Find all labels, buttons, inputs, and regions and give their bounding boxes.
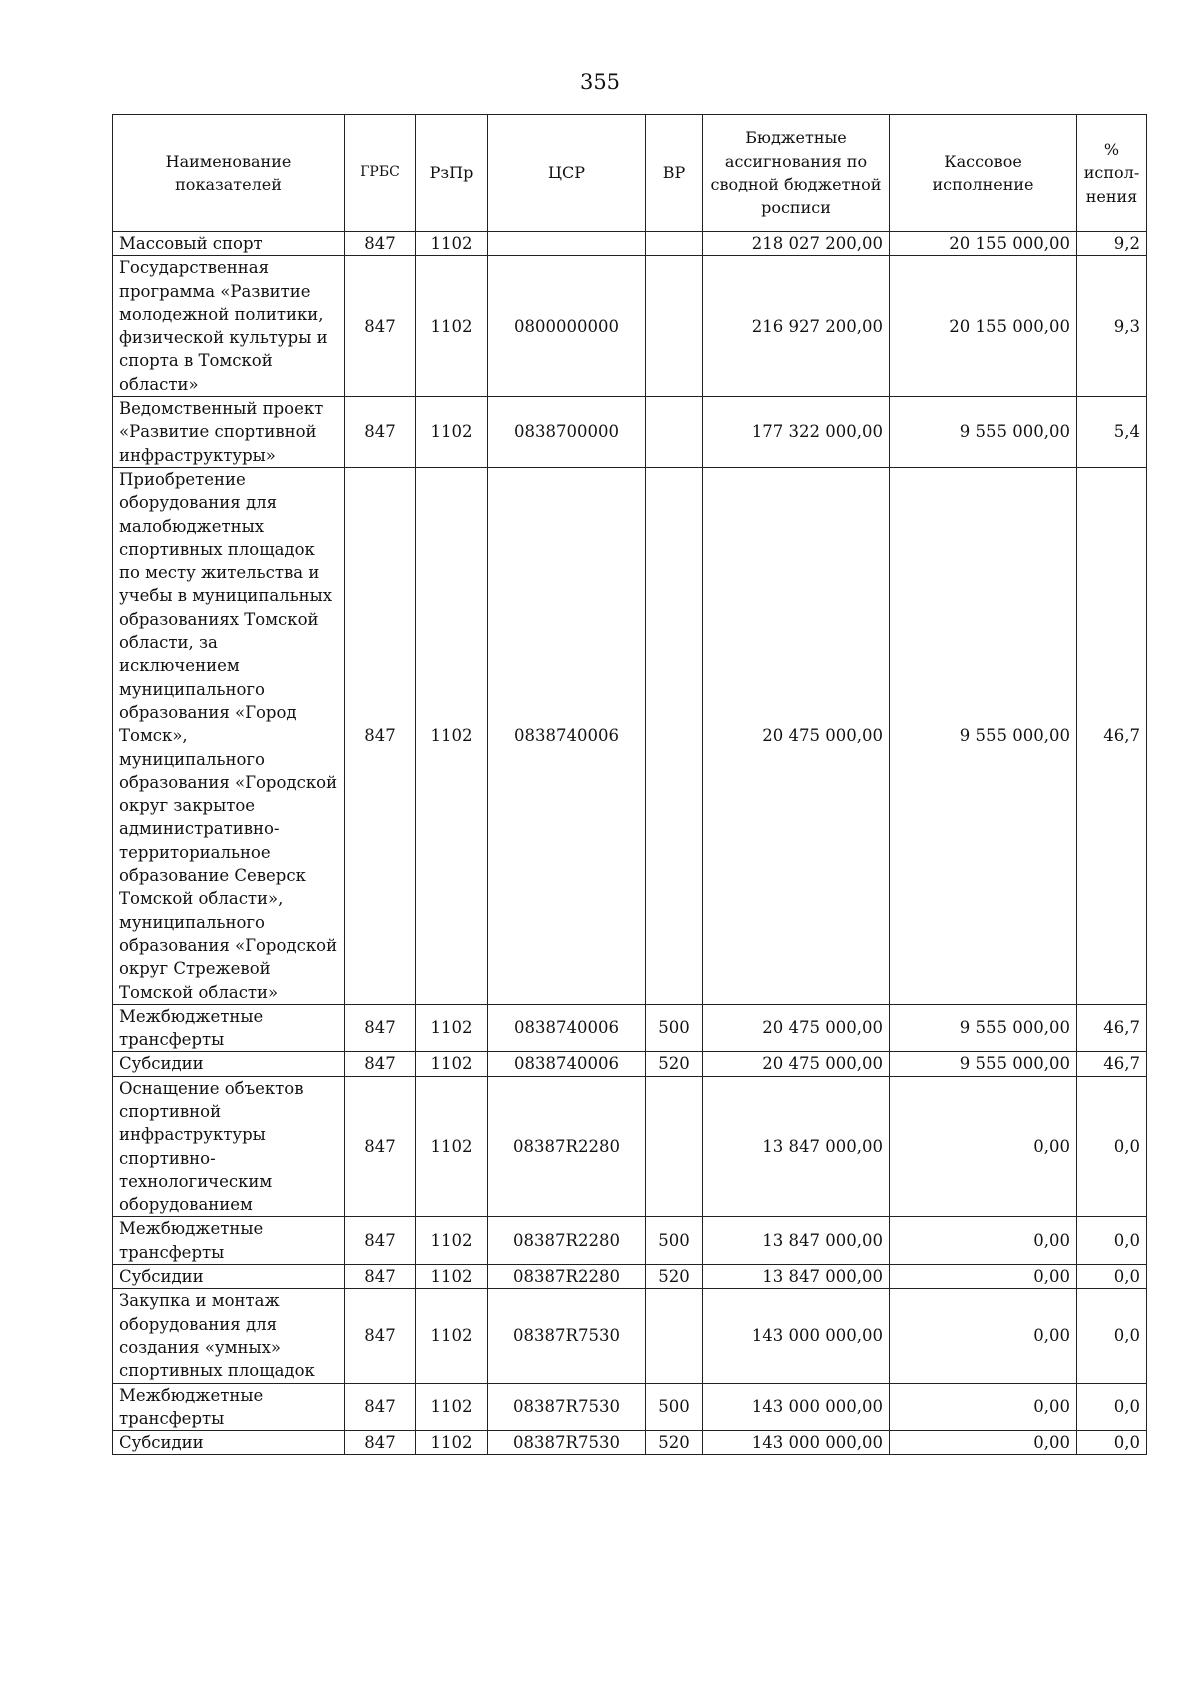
cell-grbs: 847 bbox=[345, 467, 416, 1004]
cell-assign: 13 847 000,00 bbox=[703, 1265, 890, 1289]
table-row bbox=[113, 397, 1147, 468]
cell-vr bbox=[646, 397, 703, 468]
table-row bbox=[113, 1217, 1147, 1265]
cell-csr: 08387R7530 bbox=[488, 1383, 646, 1431]
table-row bbox=[113, 1076, 1147, 1217]
cell-pct: 0,0 bbox=[1077, 1431, 1147, 1455]
table-row bbox=[113, 1004, 1147, 1052]
cell-grbs: 847 bbox=[345, 1052, 416, 1076]
cell-vr bbox=[646, 1076, 703, 1217]
table-row bbox=[113, 1265, 1147, 1289]
cell-exec: 0,00 bbox=[890, 1265, 1077, 1289]
cell-exec: 9 555 000,00 bbox=[890, 1052, 1077, 1076]
cell-exec: 9 555 000,00 bbox=[890, 467, 1077, 1004]
cell-vr: 520 bbox=[646, 1431, 703, 1455]
cell-vr bbox=[646, 256, 703, 397]
cell-vr bbox=[646, 232, 703, 256]
cell-csr: 0838740006 bbox=[488, 1052, 646, 1076]
cell-assign: 216 927 200,00 bbox=[703, 256, 890, 397]
cell-grbs: 847 bbox=[345, 256, 416, 397]
header-rzpr: РзПр bbox=[416, 115, 488, 232]
cell-pct: 9,3 bbox=[1077, 256, 1147, 397]
cell-pct: 0,0 bbox=[1077, 1289, 1147, 1383]
cell-pct: 0,0 bbox=[1077, 1076, 1147, 1217]
cell-rzpr: 1102 bbox=[416, 1431, 488, 1455]
table-row bbox=[113, 1289, 1147, 1383]
budget-table bbox=[112, 114, 1147, 1455]
header-assign: Бюджетные ассигнования по сводной бюджетной росписи bbox=[703, 115, 890, 232]
cell-grbs: 847 bbox=[345, 1004, 416, 1052]
table-row bbox=[113, 1383, 1147, 1431]
cell-assign: 177 322 000,00 bbox=[703, 397, 890, 468]
table-row bbox=[113, 256, 1147, 397]
cell-rzpr: 1102 bbox=[416, 1052, 488, 1076]
cell-name: Массовый спорт bbox=[113, 232, 345, 256]
cell-grbs: 847 bbox=[345, 1383, 416, 1431]
cell-rzpr: 1102 bbox=[416, 1217, 488, 1265]
cell-rzpr: 1102 bbox=[416, 1289, 488, 1383]
header-name: Наименование показателей bbox=[113, 115, 345, 232]
cell-assign: 20 475 000,00 bbox=[703, 1004, 890, 1052]
cell-vr: 500 bbox=[646, 1217, 703, 1265]
cell-vr: 520 bbox=[646, 1052, 703, 1076]
cell-exec: 0,00 bbox=[890, 1431, 1077, 1455]
cell-name: Ведомственный проект «Развитие спортивной инфраструктуры» bbox=[113, 397, 345, 468]
cell-grbs: 847 bbox=[345, 1076, 416, 1217]
cell-grbs: 847 bbox=[345, 1431, 416, 1455]
cell-grbs: 847 bbox=[345, 1265, 416, 1289]
header-exec: Кассовое исполнение bbox=[890, 115, 1077, 232]
cell-csr bbox=[488, 232, 646, 256]
cell-pct: 0,0 bbox=[1077, 1265, 1147, 1289]
cell-name: Оснащение объектов спортивной инфраструктуры спортивно-технологическим оборудованием bbox=[113, 1076, 345, 1217]
cell-rzpr: 1102 bbox=[416, 1076, 488, 1217]
cell-csr: 0800000000 bbox=[488, 256, 646, 397]
cell-csr: 0838740006 bbox=[488, 467, 646, 1004]
cell-name: Межбюджетные трансферты bbox=[113, 1383, 345, 1431]
cell-name: Межбюджетные трансферты bbox=[113, 1217, 345, 1265]
cell-csr: 08387R2280 bbox=[488, 1265, 646, 1289]
cell-pct: 46,7 bbox=[1077, 1004, 1147, 1052]
cell-rzpr: 1102 bbox=[416, 1265, 488, 1289]
cell-vr: 520 bbox=[646, 1265, 703, 1289]
cell-exec: 0,00 bbox=[890, 1076, 1077, 1217]
cell-exec: 20 155 000,00 bbox=[890, 232, 1077, 256]
cell-vr bbox=[646, 467, 703, 1004]
header-vr: ВР bbox=[646, 115, 703, 232]
cell-rzpr: 1102 bbox=[416, 397, 488, 468]
cell-vr: 500 bbox=[646, 1383, 703, 1431]
cell-assign: 143 000 000,00 bbox=[703, 1383, 890, 1431]
cell-grbs: 847 bbox=[345, 1217, 416, 1265]
cell-rzpr: 1102 bbox=[416, 467, 488, 1004]
cell-csr: 08387R2280 bbox=[488, 1076, 646, 1217]
cell-exec: 9 555 000,00 bbox=[890, 397, 1077, 468]
cell-rzpr: 1102 bbox=[416, 1383, 488, 1431]
cell-assign: 20 475 000,00 bbox=[703, 467, 890, 1004]
cell-csr: 08387R7530 bbox=[488, 1431, 646, 1455]
table-row bbox=[113, 1052, 1147, 1076]
cell-assign: 218 027 200,00 bbox=[703, 232, 890, 256]
cell-pct: 5,4 bbox=[1077, 397, 1147, 468]
header-csr: ЦСР bbox=[488, 115, 646, 232]
cell-name: Государственная программа «Развитие молодежной политики, физической культуры и спорта в Томской области» bbox=[113, 256, 345, 397]
cell-grbs: 847 bbox=[345, 1289, 416, 1383]
cell-exec: 9 555 000,00 bbox=[890, 1004, 1077, 1052]
table-header-row bbox=[113, 115, 1147, 232]
cell-grbs: 847 bbox=[345, 397, 416, 468]
cell-name: Субсидии bbox=[113, 1052, 345, 1076]
cell-exec: 0,00 bbox=[890, 1383, 1077, 1431]
cell-assign: 20 475 000,00 bbox=[703, 1052, 890, 1076]
cell-csr: 0838700000 bbox=[488, 397, 646, 468]
cell-exec: 20 155 000,00 bbox=[890, 256, 1077, 397]
table-row bbox=[113, 467, 1147, 1004]
cell-pct: 0,0 bbox=[1077, 1383, 1147, 1431]
cell-assign: 13 847 000,00 bbox=[703, 1076, 890, 1217]
cell-rzpr: 1102 bbox=[416, 1004, 488, 1052]
cell-csr: 08387R2280 bbox=[488, 1217, 646, 1265]
cell-assign: 143 000 000,00 bbox=[703, 1431, 890, 1455]
cell-name: Субсидии bbox=[113, 1265, 345, 1289]
cell-exec: 0,00 bbox=[890, 1217, 1077, 1265]
cell-exec: 0,00 bbox=[890, 1289, 1077, 1383]
cell-assign: 143 000 000,00 bbox=[703, 1289, 890, 1383]
cell-rzpr: 1102 bbox=[416, 256, 488, 397]
header-grbs: ГРБС bbox=[345, 115, 416, 232]
cell-name: Межбюджетные трансферты bbox=[113, 1004, 345, 1052]
cell-grbs: 847 bbox=[345, 232, 416, 256]
cell-pct: 0,0 bbox=[1077, 1217, 1147, 1265]
cell-pct: 46,7 bbox=[1077, 467, 1147, 1004]
cell-csr: 08387R7530 bbox=[488, 1289, 646, 1383]
cell-vr bbox=[646, 1289, 703, 1383]
cell-pct: 46,7 bbox=[1077, 1052, 1147, 1076]
header-pct: % испол-нения bbox=[1077, 115, 1147, 232]
cell-assign: 13 847 000,00 bbox=[703, 1217, 890, 1265]
page-number: 355 bbox=[579, 70, 621, 94]
cell-name: Субсидии bbox=[113, 1431, 345, 1455]
cell-name: Приобретение оборудования для малобюджетных спортивных площадок по месту жительства и учебы в муниципальных образованиях Томской области, за исключением муниципального образования «Город Томск», муниципального образования «Городской округ закрытое административно-территориальное образование Северск Томской области», муниципального образования «Городской округ Стрежевой Томской области» bbox=[113, 467, 345, 1004]
cell-rzpr: 1102 bbox=[416, 232, 488, 256]
cell-name: Закупка и монтаж оборудования для создания «умных» спортивных площадок bbox=[113, 1289, 345, 1383]
cell-csr: 0838740006 bbox=[488, 1004, 646, 1052]
cell-vr: 500 bbox=[646, 1004, 703, 1052]
table-row bbox=[113, 232, 1147, 256]
cell-pct: 9,2 bbox=[1077, 232, 1147, 256]
table-row bbox=[113, 1431, 1147, 1455]
